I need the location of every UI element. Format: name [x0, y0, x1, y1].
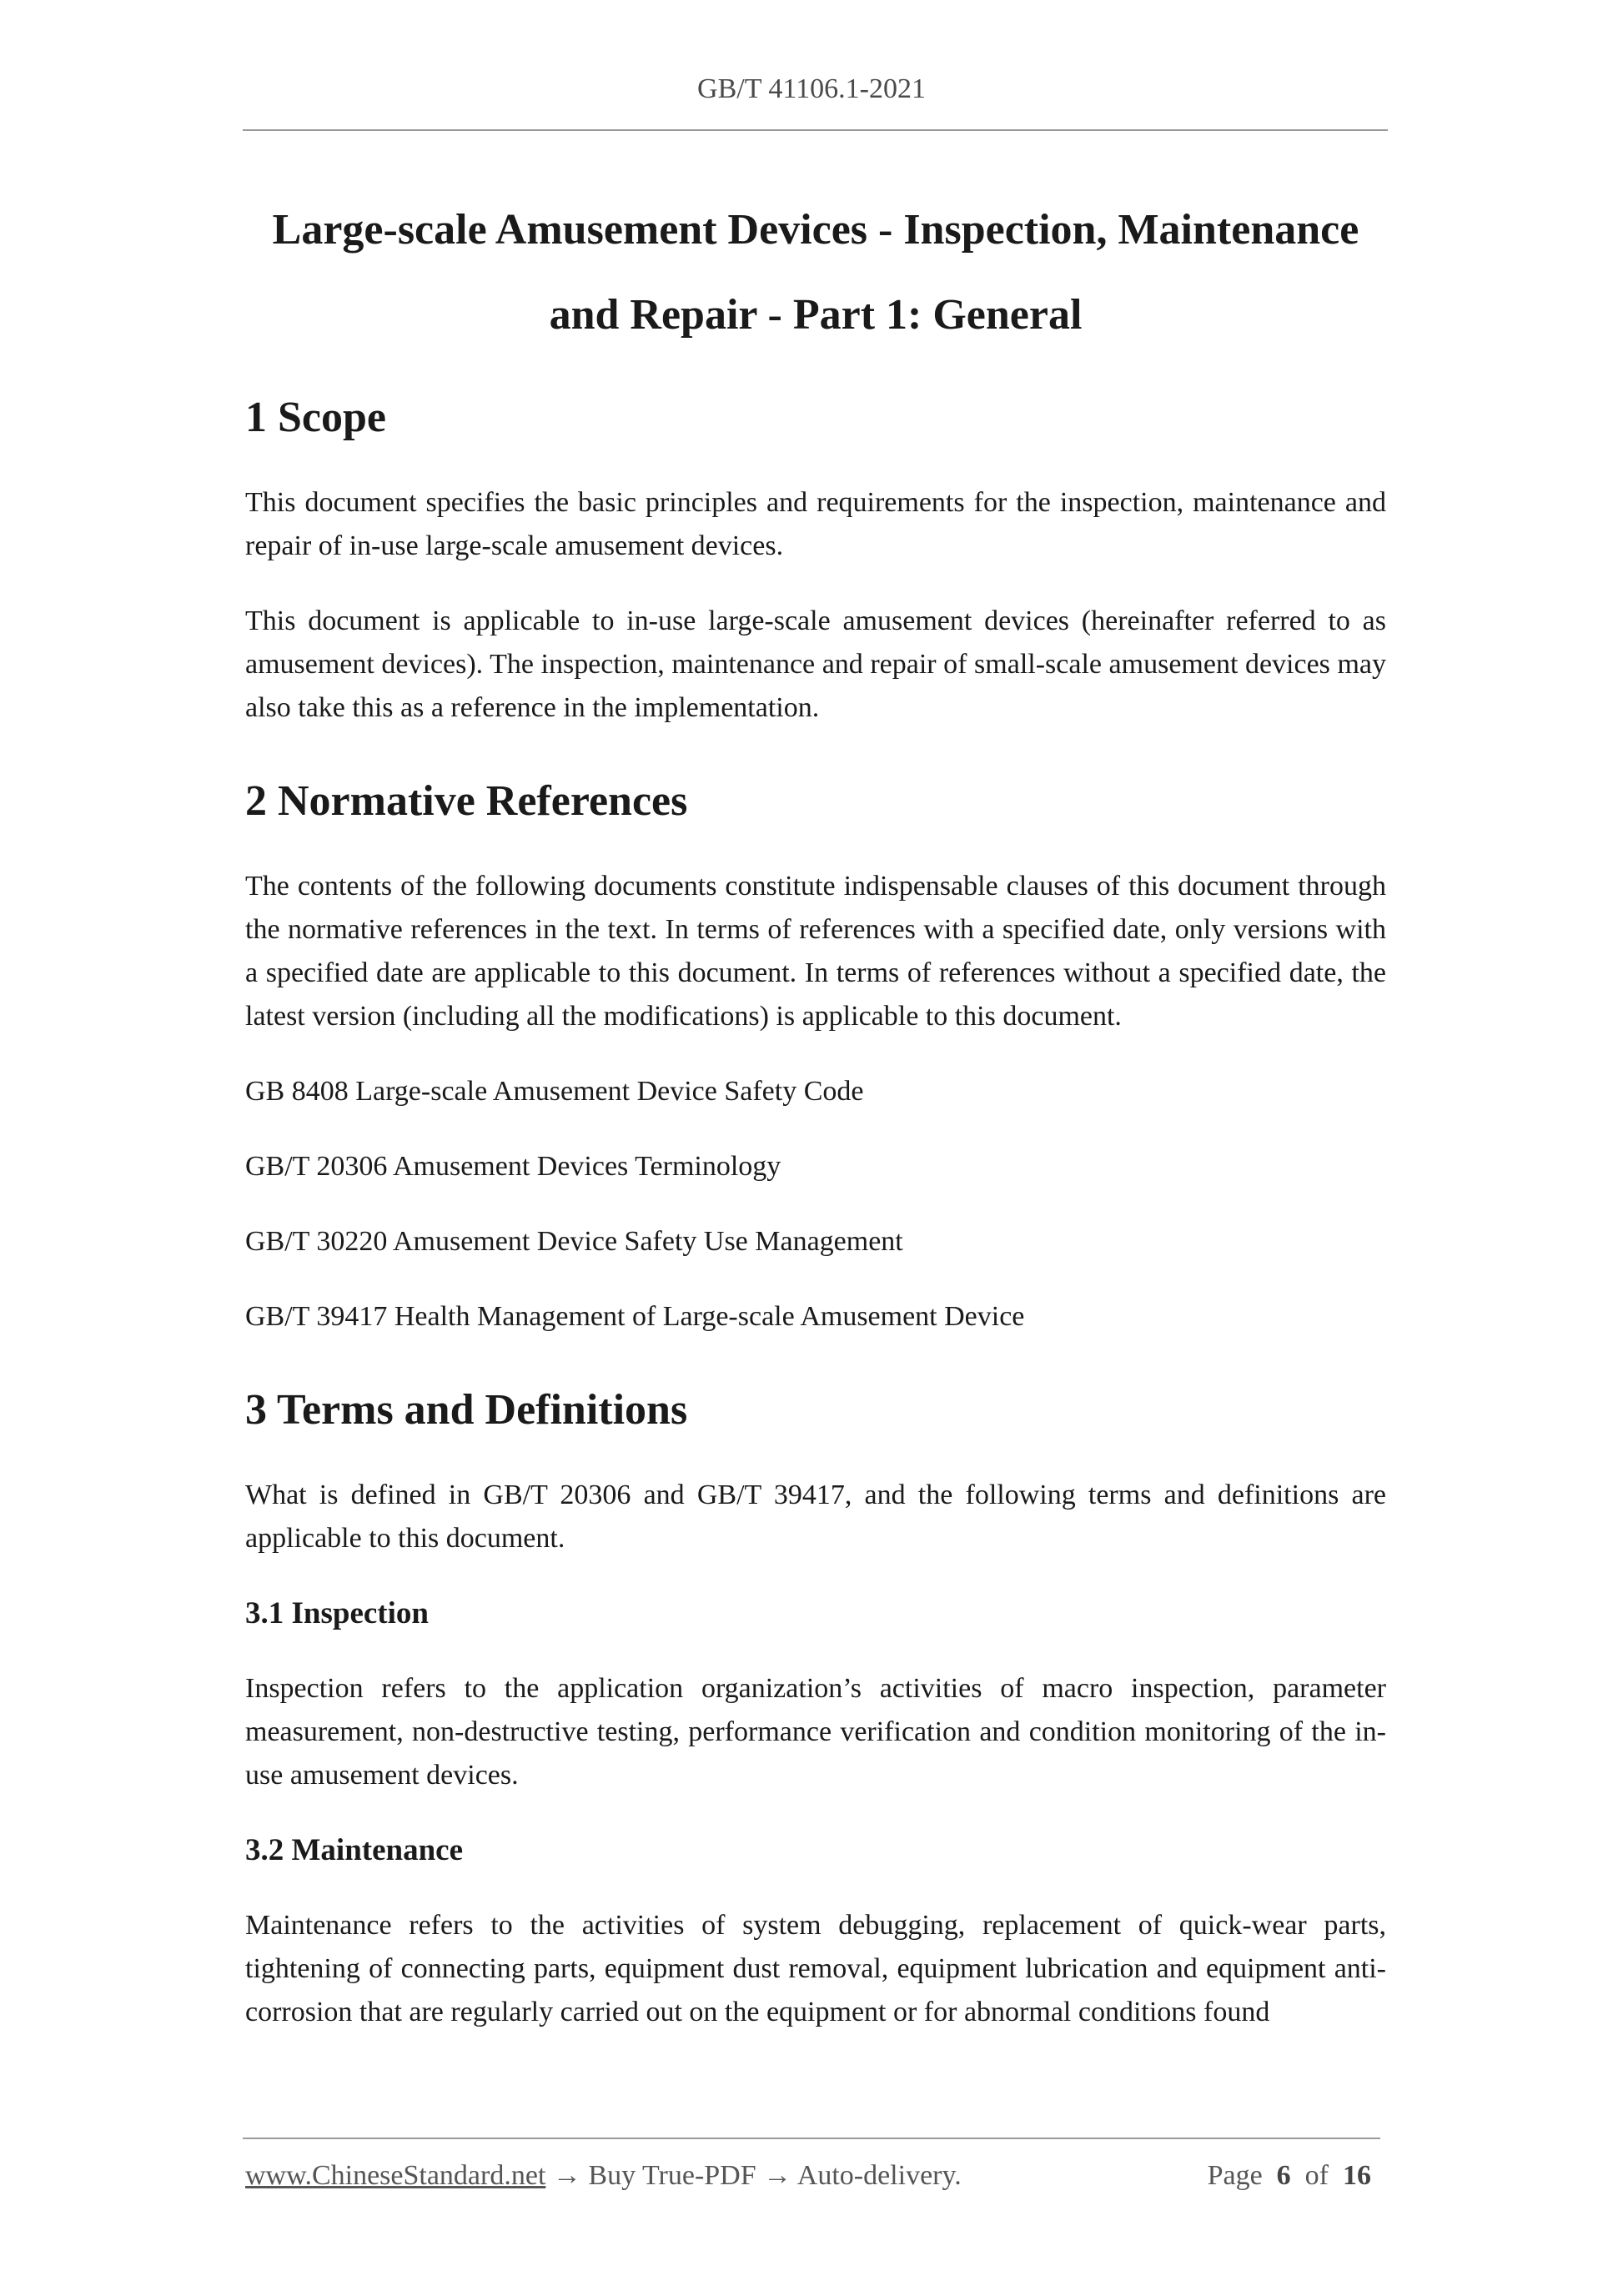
reference-item: GB/T 39417 Health Management of Large-scale Amusement Device — [245, 1301, 1025, 1332]
scope-paragraph-1: This document specifies the basic principles and requirements for the inspection, maintenance and repair of in-use large-scale amusement devices. — [245, 487, 1386, 561]
footer-promo — [245, 2160, 962, 2192]
section-heading-scope: 1 Scope — [245, 394, 386, 441]
auto-delivery-text: Auto-delivery. — [796, 2160, 962, 2191]
of-label: of — [1304, 2160, 1329, 2191]
subsection-heading-maintenance: 3.2 Maintenance — [245, 1833, 464, 1867]
reference-item: GB 8408 Large-scale Amusement Device Safety Code — [245, 1076, 864, 1107]
page-footer — [245, 2160, 1379, 2202]
normative-paragraph: The contents of the following documents constitute indispensable clauses of this document through the normative references in the text. In terms of references with a specified date, only versions with a specified date are applicable to this document. In terms of references without a specified date, the latest version (including all the modifications) is applicable to this document. — [245, 871, 1386, 1032]
terms-paragraph: What is defined in GB/T 20306 and GB/T 39417, and the following terms and definitions are applicable to this document. — [245, 1480, 1386, 1554]
maintenance-definition: Maintenance refers to the activities of system debugging, replacement of quick-wear parts, tightening of connecting parts, equipment dust removal, equipment lubrication and equipment anti-corrosion that are regularly carried out on the equipment or for abnormal conditions found — [245, 1910, 1386, 2027]
reference-item: GB/T 20306 Amusement Devices Terminology — [245, 1151, 781, 1182]
footer-divider — [243, 2138, 1380, 2139]
chinesestandard-link[interactable]: www.ChineseStandard.net — [245, 2160, 546, 2191]
total-page-count: 16 — [1343, 2160, 1371, 2191]
document-title-line-2: and Repair - Part 1: General — [549, 291, 1083, 339]
arrow-right-icon: → — [763, 2160, 792, 2191]
header-divider — [243, 129, 1388, 131]
inspection-definition: Inspection refers to the application organization’s activities of macro inspection, parameter measurement, non-destructive testing, performance verification and condition monitoring of the in-use amusement devices. — [245, 1673, 1386, 1791]
current-page-number: 6 — [1276, 2160, 1291, 2191]
subsection-heading-inspection: 3.1 Inspection — [245, 1596, 429, 1630]
reference-item: GB/T 30220 Amusement Device Safety Use Management — [245, 1226, 903, 1257]
page-header-standard-code: GB/T 41106.1-2021 — [697, 73, 926, 104]
section-heading-normative-references: 2 Normative References — [245, 777, 688, 825]
section-heading-terms-and-definitions: 3 Terms and Definitions — [245, 1386, 688, 1434]
page-content — [245, 188, 1386, 2034]
arrow-right-icon: → — [552, 2160, 581, 2191]
page-number — [1208, 2160, 1371, 2192]
buy-true-pdf-text: Buy True-PDF — [588, 2160, 756, 2191]
document-title — [245, 188, 1386, 358]
page-label: Page — [1207, 2160, 1263, 2191]
scope-paragraph-2: This document is applicable to in-use large-scale amusement devices (hereinafter referred to as amusement devices). The inspection, maintenance and repair of small-scale amusement devices may also take this as a reference in the implementation. — [245, 605, 1386, 723]
document-title-line-1: Large-scale Amusement Devices - Inspection, Maintenance — [272, 206, 1359, 254]
